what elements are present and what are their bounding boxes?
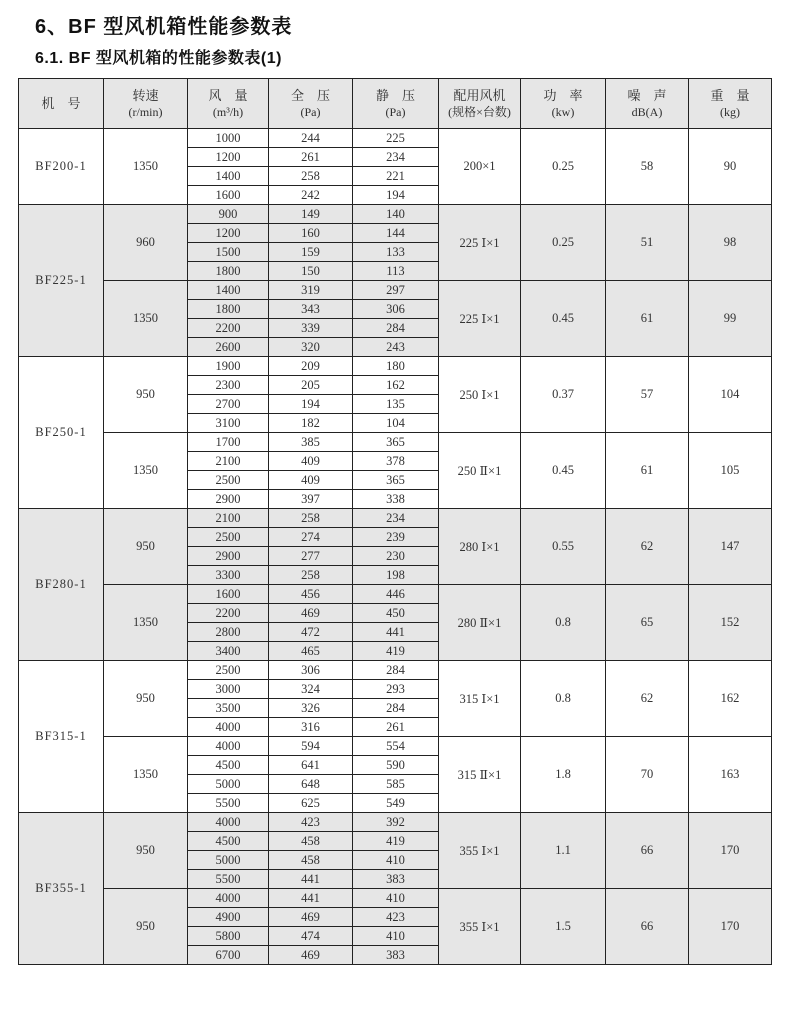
volume-cell: 1800	[188, 300, 269, 319]
fan-cell: 200×1	[439, 129, 521, 205]
volume-cell: 2500	[188, 528, 269, 547]
static-pressure-cell: 234	[353, 509, 439, 528]
table-row	[19, 129, 772, 148]
fan-cell: 250 Ⅰ×1	[439, 357, 521, 433]
volume-cell: 2500	[188, 471, 269, 490]
total-pressure-cell: 625	[269, 794, 353, 813]
static-pressure-cell: 423	[353, 908, 439, 927]
fan-cell: 225 Ⅰ×1	[439, 205, 521, 281]
noise-cell: 51	[606, 205, 689, 281]
model-cell: BF225-1	[19, 205, 104, 357]
total-pressure-cell: 242	[269, 186, 353, 205]
volume-cell: 2200	[188, 319, 269, 338]
table-row	[19, 737, 772, 756]
total-pressure-cell: 324	[269, 680, 353, 699]
noise-cell: 66	[606, 889, 689, 965]
header-model: 机 号	[19, 79, 104, 129]
static-pressure-cell: 239	[353, 528, 439, 547]
total-pressure-cell: 648	[269, 775, 353, 794]
total-pressure-cell: 409	[269, 452, 353, 471]
volume-cell: 2100	[188, 452, 269, 471]
total-pressure-cell: 409	[269, 471, 353, 490]
static-pressure-cell: 338	[353, 490, 439, 509]
table-row	[19, 889, 772, 908]
volume-cell: 5500	[188, 870, 269, 889]
header-weight: 重 量 (kg)	[689, 79, 772, 129]
static-pressure-cell: 549	[353, 794, 439, 813]
volume-cell: 4000	[188, 737, 269, 756]
page-title: 6、BF 型风机箱性能参数表	[35, 16, 293, 38]
power-cell: 0.25	[521, 129, 606, 205]
performance-table	[18, 78, 772, 965]
static-pressure-cell: 590	[353, 756, 439, 775]
total-pressure-cell: 149	[269, 205, 353, 224]
static-pressure-cell: 230	[353, 547, 439, 566]
header-power: 功 率 (kw)	[521, 79, 606, 129]
static-pressure-cell: 261	[353, 718, 439, 737]
total-pressure-cell: 641	[269, 756, 353, 775]
volume-cell: 1000	[188, 129, 269, 148]
static-pressure-cell: 104	[353, 414, 439, 433]
volume-cell: 1600	[188, 585, 269, 604]
static-pressure-cell: 450	[353, 604, 439, 623]
total-pressure-cell: 339	[269, 319, 353, 338]
volume-cell: 1900	[188, 357, 269, 376]
total-pressure-cell: 258	[269, 167, 353, 186]
volume-cell: 1400	[188, 281, 269, 300]
weight-cell: 162	[689, 661, 772, 737]
weight-cell: 147	[689, 509, 772, 585]
weight-cell: 170	[689, 813, 772, 889]
total-pressure-cell: 343	[269, 300, 353, 319]
noise-cell: 70	[606, 737, 689, 813]
total-pressure-cell: 194	[269, 395, 353, 414]
volume-cell: 2900	[188, 547, 269, 566]
table-row	[19, 433, 772, 452]
power-cell: 1.1	[521, 813, 606, 889]
page-subtitle: 6.1. BF 型风机箱的性能参数表(1)	[35, 50, 282, 67]
total-pressure-cell: 258	[269, 509, 353, 528]
static-pressure-cell: 365	[353, 433, 439, 452]
static-pressure-cell: 383	[353, 946, 439, 965]
static-pressure-cell: 284	[353, 661, 439, 680]
total-pressure-cell: 469	[269, 908, 353, 927]
header-total-pressure: 全 压 (Pa)	[269, 79, 353, 129]
static-pressure-cell: 419	[353, 832, 439, 851]
model-cell: BF250-1	[19, 357, 104, 509]
weight-cell: 99	[689, 281, 772, 357]
power-cell: 0.45	[521, 433, 606, 509]
static-pressure-cell: 410	[353, 889, 439, 908]
volume-cell: 4500	[188, 832, 269, 851]
static-pressure-cell: 297	[353, 281, 439, 300]
static-pressure-cell: 410	[353, 927, 439, 946]
static-pressure-cell: 135	[353, 395, 439, 414]
static-pressure-cell: 419	[353, 642, 439, 661]
noise-cell: 57	[606, 357, 689, 433]
volume-cell: 1800	[188, 262, 269, 281]
volume-cell: 2800	[188, 623, 269, 642]
speed-cell: 950	[104, 509, 188, 585]
volume-cell: 1200	[188, 224, 269, 243]
volume-cell: 6700	[188, 946, 269, 965]
fan-cell: 355 Ⅰ×1	[439, 889, 521, 965]
total-pressure-cell: 306	[269, 661, 353, 680]
total-pressure-cell: 458	[269, 832, 353, 851]
static-pressure-cell: 133	[353, 243, 439, 262]
static-pressure-cell: 144	[353, 224, 439, 243]
total-pressure-cell: 205	[269, 376, 353, 395]
header-matched-fan: 配用风机 (规格×台数)	[439, 79, 521, 129]
fan-cell: 225 Ⅰ×1	[439, 281, 521, 357]
total-pressure-cell: 469	[269, 946, 353, 965]
table-row	[19, 509, 772, 528]
fan-cell: 250 Ⅱ×1	[439, 433, 521, 509]
total-pressure-cell: 456	[269, 585, 353, 604]
speed-cell: 1350	[104, 737, 188, 813]
static-pressure-cell: 113	[353, 262, 439, 281]
noise-cell: 61	[606, 433, 689, 509]
volume-cell: 3000	[188, 680, 269, 699]
table-row	[19, 357, 772, 376]
weight-cell: 163	[689, 737, 772, 813]
total-pressure-cell: 209	[269, 357, 353, 376]
volume-cell: 3500	[188, 699, 269, 718]
speed-cell: 1350	[104, 281, 188, 357]
static-pressure-cell: 554	[353, 737, 439, 756]
volume-cell: 1600	[188, 186, 269, 205]
static-pressure-cell: 162	[353, 376, 439, 395]
table-row	[19, 281, 772, 300]
total-pressure-cell: 160	[269, 224, 353, 243]
total-pressure-cell: 397	[269, 490, 353, 509]
volume-cell: 1700	[188, 433, 269, 452]
total-pressure-cell: 472	[269, 623, 353, 642]
total-pressure-cell: 319	[269, 281, 353, 300]
total-pressure-cell: 182	[269, 414, 353, 433]
power-cell: 0.45	[521, 281, 606, 357]
speed-cell: 960	[104, 205, 188, 281]
volume-cell: 2100	[188, 509, 269, 528]
volume-cell: 4000	[188, 889, 269, 908]
static-pressure-cell: 410	[353, 851, 439, 870]
total-pressure-cell: 441	[269, 889, 353, 908]
weight-cell: 170	[689, 889, 772, 965]
table-row	[19, 813, 772, 832]
header-noise: 噪 声 dB(A)	[606, 79, 689, 129]
volume-cell: 3100	[188, 414, 269, 433]
static-pressure-cell: 365	[353, 471, 439, 490]
static-pressure-cell: 198	[353, 566, 439, 585]
speed-cell: 1350	[104, 129, 188, 205]
total-pressure-cell: 277	[269, 547, 353, 566]
total-pressure-cell: 320	[269, 338, 353, 357]
power-cell: 1.5	[521, 889, 606, 965]
volume-cell: 2300	[188, 376, 269, 395]
static-pressure-cell: 446	[353, 585, 439, 604]
model-cell: BF280-1	[19, 509, 104, 661]
noise-cell: 62	[606, 509, 689, 585]
fan-cell: 355 Ⅰ×1	[439, 813, 521, 889]
total-pressure-cell: 274	[269, 528, 353, 547]
volume-cell: 5800	[188, 927, 269, 946]
volume-cell: 3300	[188, 566, 269, 585]
volume-cell: 2200	[188, 604, 269, 623]
speed-cell: 1350	[104, 585, 188, 661]
static-pressure-cell: 140	[353, 205, 439, 224]
total-pressure-cell: 244	[269, 129, 353, 148]
static-pressure-cell: 585	[353, 775, 439, 794]
volume-cell: 900	[188, 205, 269, 224]
total-pressure-cell: 594	[269, 737, 353, 756]
speed-cell: 1350	[104, 433, 188, 509]
static-pressure-cell: 225	[353, 129, 439, 148]
static-pressure-cell: 284	[353, 699, 439, 718]
speed-cell: 950	[104, 889, 188, 965]
volume-cell: 3400	[188, 642, 269, 661]
noise-cell: 61	[606, 281, 689, 357]
total-pressure-cell: 150	[269, 262, 353, 281]
total-pressure-cell: 326	[269, 699, 353, 718]
static-pressure-cell: 392	[353, 813, 439, 832]
static-pressure-cell: 383	[353, 870, 439, 889]
total-pressure-cell: 423	[269, 813, 353, 832]
fan-cell: 315 Ⅱ×1	[439, 737, 521, 813]
volume-cell: 5000	[188, 851, 269, 870]
power-cell: 1.8	[521, 737, 606, 813]
table-row	[19, 661, 772, 680]
noise-cell: 62	[606, 661, 689, 737]
volume-cell: 2500	[188, 661, 269, 680]
total-pressure-cell: 441	[269, 870, 353, 889]
fan-cell: 280 Ⅰ×1	[439, 509, 521, 585]
speed-cell: 950	[104, 813, 188, 889]
volume-cell: 4000	[188, 718, 269, 737]
power-cell: 0.8	[521, 585, 606, 661]
volume-cell: 1400	[188, 167, 269, 186]
total-pressure-cell: 258	[269, 566, 353, 585]
header-speed: 转速 (r/min)	[104, 79, 188, 129]
fan-cell: 280 Ⅱ×1	[439, 585, 521, 661]
fan-cell: 315 Ⅰ×1	[439, 661, 521, 737]
static-pressure-cell: 293	[353, 680, 439, 699]
volume-cell: 2600	[188, 338, 269, 357]
power-cell: 0.37	[521, 357, 606, 433]
weight-cell: 104	[689, 357, 772, 433]
noise-cell: 58	[606, 129, 689, 205]
model-cell: BF200-1	[19, 129, 104, 205]
total-pressure-cell: 474	[269, 927, 353, 946]
volume-cell: 2700	[188, 395, 269, 414]
volume-cell: 4500	[188, 756, 269, 775]
volume-cell: 5500	[188, 794, 269, 813]
model-cell: BF355-1	[19, 813, 104, 965]
volume-cell: 2900	[188, 490, 269, 509]
static-pressure-cell: 378	[353, 452, 439, 471]
weight-cell: 90	[689, 129, 772, 205]
total-pressure-cell: 316	[269, 718, 353, 737]
total-pressure-cell: 469	[269, 604, 353, 623]
noise-cell: 65	[606, 585, 689, 661]
table-header	[19, 79, 772, 129]
table-body	[19, 129, 772, 965]
volume-cell: 4000	[188, 813, 269, 832]
noise-cell: 66	[606, 813, 689, 889]
static-pressure-cell: 221	[353, 167, 439, 186]
volume-cell: 1200	[188, 148, 269, 167]
static-pressure-cell: 234	[353, 148, 439, 167]
model-cell: BF315-1	[19, 661, 104, 813]
header-air-volume: 风 量 (m³/h)	[188, 79, 269, 129]
total-pressure-cell: 385	[269, 433, 353, 452]
speed-cell: 950	[104, 357, 188, 433]
total-pressure-cell: 458	[269, 851, 353, 870]
speed-cell: 950	[104, 661, 188, 737]
table-row	[19, 205, 772, 224]
power-cell: 0.25	[521, 205, 606, 281]
total-pressure-cell: 159	[269, 243, 353, 262]
power-cell: 0.8	[521, 661, 606, 737]
volume-cell: 4900	[188, 908, 269, 927]
table-row	[19, 585, 772, 604]
static-pressure-cell: 180	[353, 357, 439, 376]
static-pressure-cell: 306	[353, 300, 439, 319]
total-pressure-cell: 465	[269, 642, 353, 661]
weight-cell: 152	[689, 585, 772, 661]
total-pressure-cell: 261	[269, 148, 353, 167]
weight-cell: 98	[689, 205, 772, 281]
volume-cell: 5000	[188, 775, 269, 794]
static-pressure-cell: 243	[353, 338, 439, 357]
power-cell: 0.55	[521, 509, 606, 585]
volume-cell: 1500	[188, 243, 269, 262]
static-pressure-cell: 284	[353, 319, 439, 338]
static-pressure-cell: 441	[353, 623, 439, 642]
header-static-pressure: 静 压 (Pa)	[353, 79, 439, 129]
static-pressure-cell: 194	[353, 186, 439, 205]
weight-cell: 105	[689, 433, 772, 509]
